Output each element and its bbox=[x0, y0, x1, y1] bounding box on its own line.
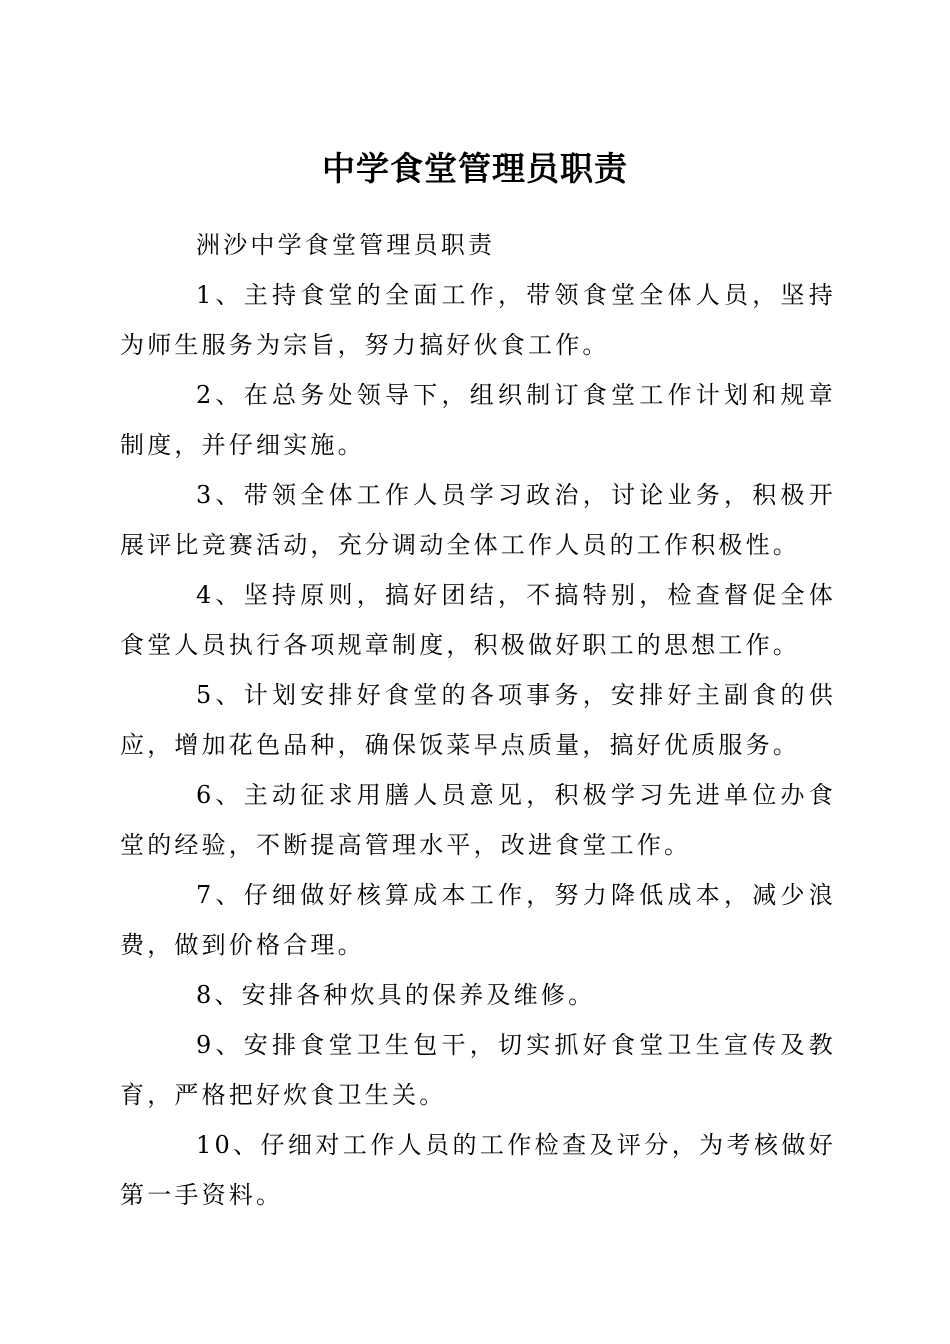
duty-paragraph-6: 6、主动征求用膳人员意见，积极学习先进单位办食堂的经验，不断提高管理水平，改进食堂工作。 bbox=[120, 781, 836, 859]
document-body bbox=[120, 220, 836, 1220]
document-title: 中学食堂管理员职责 bbox=[322, 149, 628, 188]
duty-paragraph-5: 5、计划安排好食堂的各项事务，安排好主副食的供应，增加花色品种，确保饭菜早点质量，搞好优质服务。 bbox=[120, 681, 836, 759]
duty-paragraph-10: 10、仔细对工作人员的工作检查及评分，为考核做好第一手资料。 bbox=[120, 1131, 836, 1209]
duty-paragraph-1: 1、主持食堂的全面工作，带领食堂全体人员，坚持为师生服务为宗旨，努力搞好伙食工作。 bbox=[120, 281, 836, 359]
duty-paragraph-7: 7、仔细做好核算成本工作，努力降低成本，减少浪费，做到价格合理。 bbox=[120, 881, 836, 959]
document-subtitle: 洲沙中学食堂管理员职责 bbox=[196, 231, 496, 259]
duty-paragraph-3: 3、带领全体工作人员学习政治，讨论业务，积极开展评比竞赛活动，充分调动全体工作人员的工作积极性。 bbox=[120, 481, 836, 559]
duty-paragraph-2: 2、在总务处领导下，组织制订食堂工作计划和规章制度，并仔细实施。 bbox=[120, 381, 836, 459]
duty-paragraph-8: 8、安排各种炊具的保养及维修。 bbox=[196, 981, 596, 1009]
duty-paragraph-9: 9、安排食堂卫生包干，切实抓好食堂卫生宣传及教育，严格把好炊食卫生关。 bbox=[120, 1031, 836, 1109]
duty-paragraph-4: 4、坚持原则，搞好团结，不搞特别，检查督促全体食堂人员执行各项规章制度，积极做好职工的思想工作。 bbox=[120, 581, 836, 659]
